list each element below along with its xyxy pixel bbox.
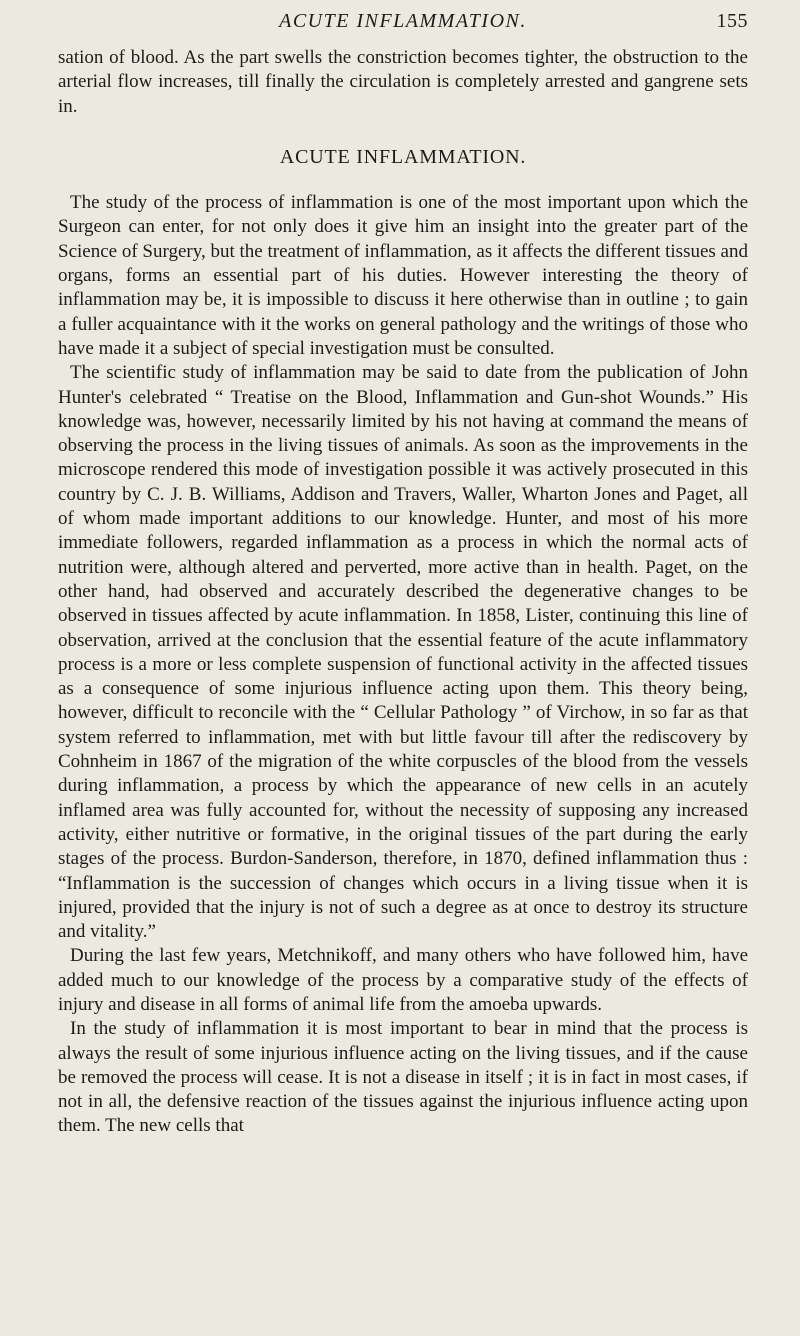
paragraph-metchnikoff: During the last few years, Metchnikoff, and many others who have followed him, have added much to our knowledge of the process by a comparative study of the effects of injury and disease in all forms of animal life from the amoeba upwards. (58, 945, 748, 1015)
opening-paragraph: sation of blood. As the part swells the constriction becomes tighter, the obstruction to the arterial flow increases, till finally the circulation is completely arrested and gangrene sets in. (58, 47, 748, 117)
paragraph-study-importance: The study of the process of inflammation is one of the most important upon which the Surgeon can enter, for not only does it give him an insight into the greater part of the Science of Surgery, but the treatment of inflammation, as it affects the different tissues and organs, forms an essential part of his duties. However interesting the theory of inflammation may be, it is impossible to discuss it here otherwise than in outline ; to gain a fuller acquaintance with it the works on general pathology and the writings of those who have made it a subject of special investigation must be consulted. (58, 192, 748, 359)
running-title: ACUTE INFLAMMATION. (279, 10, 527, 32)
paragraph-history: The scientific study of inflammation may be said to date from the publication of John Hunter's celebrated “ Treatise on the Blood, Inflammation and Gun-shot Wounds.” His knowledge was, however, necessarily limited by his not having at command the means of observing the process in the living tissues of animals. As soon as the improvements in the microscope rendered this mode of investigation possible it was actively prosecuted in this country by C. J. B. Williams, Addison and Travers, Waller, Wharton Jones and Paget, all of whom made important additions to our knowledge. Hunter, and most of his more immediate followers, regarded inflammation as a process in which the normal acts of nutrition were, although altered and perverted, more active than in health. Paget, on the other hand, had observed and accurately described the degenerative changes to be observed in tissues affected by acute inflammation. In 1858, Lister, continuing this line of observation, arrived at the conclusion that the essential feature of the acute inflammatory process is a more or less complete suspension of functional activity in the affected tissues as a consequence of some injurious influence acting upon them. This theory being, however, difficult to reconcile with the “ Cellular Pathology ” of Virchow, in so far as that system referred to inflammation, met with but little favour till after the rediscovery by Cohnheim in 1867 of the migration of the white corpuscles of the blood from the vessels during inflammation, a process by which the appearance of new cells in an acutely inflamed area was fully accounted for, without the necessity of supposing any increased activity, either nutritive or formative, in the original tissues of the part during the early stages of the process. Burdon-Sanderson, therefore, in 1870, defined inflammation thus : “Inflammation is the succession of changes which occurs in a living tissue when it is injured, provided that the injury is not of such a degree as at once to destroy its structure and vitality.” (58, 362, 748, 943)
paragraph-injurious-influence: In the study of inflammation it is most important to bear in mind that the process is always the result of some injurious influence acting on the living tissues, and if the cause be removed the process will cease. It is not a disease in itself ; it is in fact in most cases, if not in all, the defensive reaction of the tissues against the injurious influence acting upon them. The new cells that (58, 1018, 748, 1137)
section-heading: ACUTE INFLAMMATION. (279, 145, 527, 168)
page-number: 155 (716, 10, 748, 32)
running-head (58, 8, 748, 38)
body-text (58, 46, 748, 1139)
